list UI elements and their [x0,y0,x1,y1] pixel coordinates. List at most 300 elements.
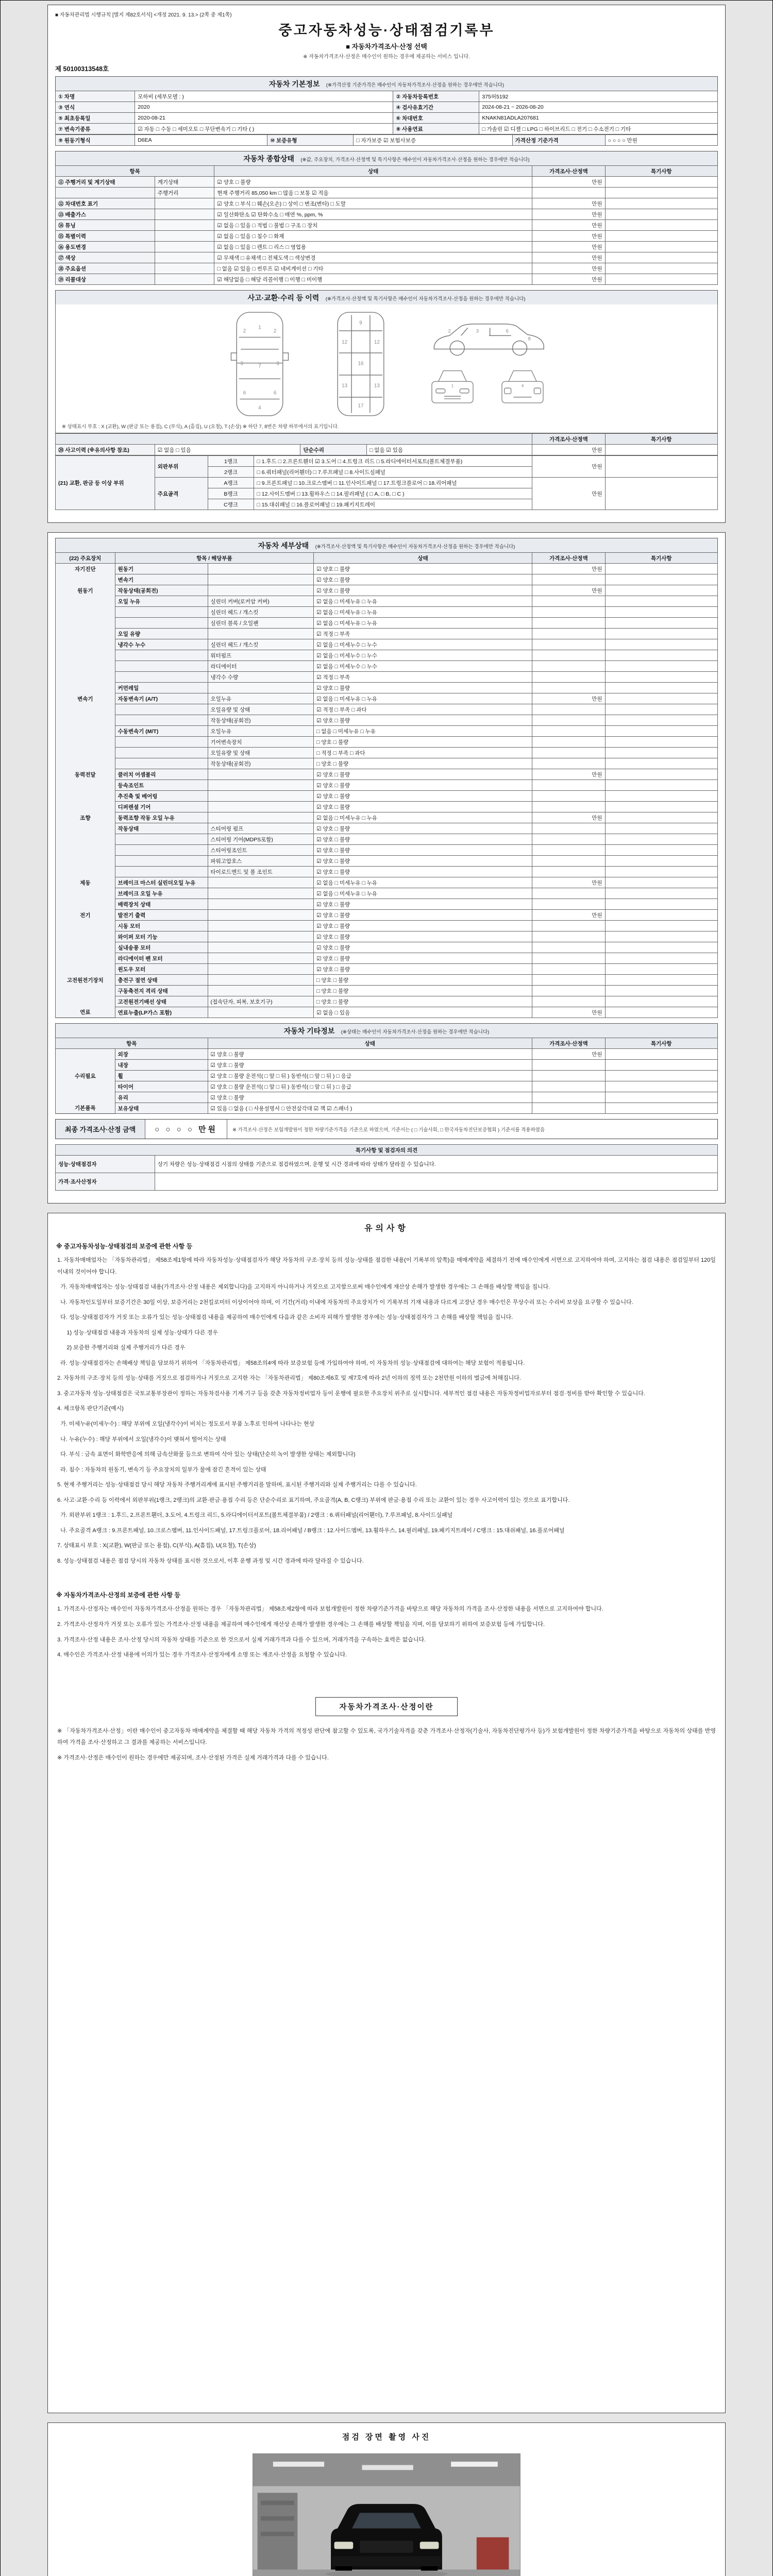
notice-paragraph: 라. 침수 : 자동차의 원동기, 변속기 등 주요장치의 일부가 물에 잠긴 흔적이 있는 상태 [57,1466,266,1473]
cell-status-checkboxes: ☑ 양호 □ 불량 [314,931,532,942]
svg-text:16: 16 [358,361,364,367]
cell-item-sub [155,274,214,285]
detail-condition-table [55,552,718,1018]
frame-label: 주요골격 [155,478,208,510]
cell-remarks [605,607,717,618]
table-row [56,263,718,274]
cell-status-checkboxes: ☑ 없음 □ 미세누유 □ 누유 [314,596,532,607]
cell-subitem [208,899,314,910]
cell-status-checkboxes: ☑ 양호 □ 불량 [314,921,532,931]
cell-subitem [208,986,314,996]
cell-status-checkboxes: ☑ 양호 □ 불량 [314,769,532,780]
exchange-section-label: (21) 교환, 판금 등 이상 부위 [56,456,155,510]
table-row [56,899,718,910]
cell-status-checkboxes: ☑ 양호 □ 불량 [314,867,532,877]
cell-subitem [208,910,314,921]
cell-remarks [605,834,717,845]
notice-paragraph: 3. 가격조사·산정 내용은 조사·산정 당시의 자동차 상태를 기준으로 한 것으로서 실제 거래가격과 다를 수 있으며, 거래가격을 구속하는 효력은 없습니다. [57,1636,426,1643]
cell-remarks [605,650,717,661]
definition-paragraph: ※ 가격조사·산정은 매수인이 원하는 경우에만 제공되며, 조사·산정된 가격은 실제 거래가격과 다를 수 있습니다. [57,1754,329,1761]
col-header-blank [56,434,532,445]
section-overall-bar [55,151,718,165]
cell-remarks [605,888,717,899]
table-row [56,1007,718,1018]
cell-price [532,780,605,791]
cell-subitem: 오일유량 및 상태 [208,748,314,758]
cell-remarks [605,209,717,220]
cell-item-sub [155,220,214,231]
cell-price [532,618,605,629]
cell-price [532,737,605,748]
section-basic-info-note: (※가격산정 기준가격은 매수인이 자동차가격조사·산정을 원하는 경우에만 적습니다) [326,82,505,88]
cell-price [532,834,605,845]
cell-device: 고전원전기장치 [56,975,115,986]
cell-group [56,1049,115,1060]
section-accident-note: (※가격조사·산정액 및 특기사항은 매수인이 자동차가격조사·산정을 원하는 경우에만 적습니다) [325,296,526,302]
cell-status-checkboxes: ☑ 없음 □ 미세누유 □ 누유 [314,812,532,823]
cell-subitem: 오일누유 [208,726,314,737]
cell-price [532,639,605,650]
cell-status-checkboxes: ☑ 양호 □ 불량 [314,953,532,964]
cell-device [56,737,115,748]
cell-remarks [605,867,717,877]
cell-price [532,188,605,198]
cell-device [56,650,115,661]
table-row [56,715,718,726]
cell-item [115,737,208,748]
cell-remarks [605,220,717,231]
cell-device [56,596,115,607]
table-row [56,975,718,986]
rank-label: A랭크 [208,478,254,488]
col-header-device: (22) 주요장치 [56,553,115,564]
table-row [56,102,718,113]
cell-subitem: 파워고압호스 [208,856,314,867]
svg-text:6: 6 [243,390,246,396]
cell-price: 만원 [532,242,605,252]
car-front-view-diagram [424,365,481,412]
cell-item: 윈도우 모터 [115,964,208,975]
table-row [56,877,718,888]
cell-status-checkboxes: ☑ 없음 □ 있음 □ 적법 □ 불법 □ 구조 □ 장치 [214,220,532,231]
cell-status-checkboxes: □ 없음 ☑ 있음 □ 썬루프 ☑ 네비게이션 □ 기타 [214,263,532,274]
notice-paragraph: 1. 가격조사·산정자는 매수인이 자동차가격조사·산정을 원하는 경우 「자동차관리법」 제58조제2항에 따라 보험개발원이 정한 차량기준가격을 바탕으로 해당 자동차의 가격을 조사·산정한 내용을 서면으로 고지하여야 합니다. [57,1606,603,1613]
cell-device [56,856,115,867]
cell-device [56,574,115,585]
table-row [56,274,718,285]
cell-device [56,780,115,791]
col-header-item: 항목 [56,1038,208,1049]
table-row [56,845,718,856]
cell-status-checkboxes: ☑ 없음 □ 미세누유 □ 누유 [314,693,532,704]
field-label-model-year: ③ 연식 [56,102,135,113]
table-row [56,1049,718,1060]
cell-status-checkboxes: ☑ 없음 □ 미세누유 □ 누유 [314,607,532,618]
basic-info-table-row5 [55,134,718,146]
table-row [56,812,718,823]
cell-status-checkboxes: ☑ 양호 □ 불량 [208,1049,532,1060]
notice-paragraph: 다. 부식 : 금속 표면이 화학반응에 의해 금속산화물 등으로 변하여 삭아 있는 상태(단순히 녹이 발생한 상태는 제외합니다) [57,1451,356,1458]
cell-price [532,867,605,877]
misc-info-table [55,1038,718,1114]
cell-price [532,596,605,607]
field-label-transmission: ⑦ 변속기종류 [56,124,135,134]
cell-device [56,683,115,693]
col-header-price: 가격조사·산정액 [532,434,605,445]
cell-status-checkboxes: ☑ 양호 □ 불량 [214,177,532,188]
cell-item: 와이퍼 모터 기능 [115,931,208,942]
cell-price: 만원 [532,274,605,285]
cell-remarks [605,1103,717,1114]
cell-item [115,661,208,672]
table-row [56,672,718,683]
cell-status-checkboxes: ☑ 없음 □ 있음 □ 렌트 □ 리스 □ 영업용 [214,242,532,252]
cell-status-checkboxes: ☑ 양호 □ 불량 [208,1092,532,1103]
notice-paragraph: 4. 매수인은 가격조사·산정 내용에 이의가 있는 경우 가격조사·산정자에게 소명 또는 재조사·산정을 요청할 수 있습니다. [57,1652,347,1658]
cell-status-checkboxes: ☑ 없음 □ 미세누유 □ 누유 [314,888,532,899]
cell-remarks [605,737,717,748]
cell-remarks [605,252,717,263]
notice-paragraph: 1. 자동차매매업자는 「자동차관리법」 제58조제1항에 따라 자동차성능·상태점검자가 해당 자동차의 구조·장치 등의 성능·상태를 점검한 내용(이 기록부의 앞쪽)을 매매계약을 체결하기 전에 매수인에게 서면으로 고지하여야 하며, 고지하는 점검 내용은 점검일부터 120일 이내의 것이어야 합니다. [57,1257,718,1275]
cell-item-label: ⑮ 특별이력 [56,231,155,242]
table-row [56,198,718,209]
cell-remarks [605,1060,717,1071]
cell-group [56,1081,115,1092]
cell-status-checkboxes: □ 양호 □ 불량 [314,996,532,1007]
col-header-price: 가격조사·산정액 [532,1038,605,1049]
svg-text:1: 1 [258,325,261,331]
cell-item: 수동변속기 (M/T) [115,726,208,737]
cell-device [56,921,115,931]
cell-device [56,715,115,726]
section-detail-bar [55,538,718,552]
cell-item-sub [155,252,214,263]
table-row [56,585,718,596]
cell-device [56,953,115,964]
cell-status-checkboxes: ☑ 양호 □ 불량 [314,856,532,867]
cell-price [532,650,605,661]
field-value-inspection-period: 2024-08-21 ~ 2026-08-20 [479,102,718,113]
svg-text:3: 3 [476,328,479,334]
cell-item [115,704,208,715]
cell-device: 조향 [56,812,115,823]
table-row [56,564,718,574]
field-label-base-price: 가격산정 기준가격 [512,135,605,146]
cell-status-checkboxes: ☑ 양호 □ 불량 운전석( □ 앞 □ 뒤 ) 동반석( □ 앞 □ 뒤 ) □ 응급 [208,1081,532,1092]
cell-device [56,834,115,845]
table-row [56,607,718,618]
cell-status-checkboxes: ☑ 없음 □ 미세누수 □ 누수 [314,650,532,661]
table-row [56,650,718,661]
cell-remarks [605,704,717,715]
cell-item-label: ⑪ 주행거리 및 계기상태 [56,177,155,188]
cell-remarks [605,456,717,478]
cell-item-label: ⑯ 용도변경 [56,242,155,252]
table-row [56,135,718,146]
price-survey-definition-paras [55,1725,718,1764]
cell-subitem: 오일누유 [208,693,314,704]
notices-section1-heading: ※ 중고자동차성능·상태점검의 보증에 관한 사항 등 [56,1243,193,1250]
cell-item: 라디에이터 팬 모터 [115,953,208,964]
table-row [56,802,718,812]
table-header-row [56,434,718,445]
cell-status-checkboxes: ☑ 적정 □ 부족 [314,672,532,683]
opinion-header: 특기사항 및 점검자의 의견 [56,1145,718,1156]
cell-status-checkboxes: □ 양호 □ 불량 [314,975,532,986]
cell-item [115,856,208,867]
notice-paragraph: 3. 중고자동차 성능·상태점검은 국토교통부장관이 정하는 자동차검사용 기계·기구 등을 갖춘 자동차정비업자 등이 운행에 필요한 주요장치 위주로 실시합니다. 세부적인 점검 내용은 자동차정비업자로부터 점검·정비를 받아 확인할 수 있습니다. [57,1390,645,1397]
field-value-car-name: 모하비 (세부모델 : ) [135,91,393,102]
rank-items: □ 9.프론트패널 □ 10.크로스멤버 □ 11.인사이드패널 □ 17.트렁크플로어 □ 18.리어패널 [254,478,532,488]
cell-status-checkboxes: ☑ 양호 □ 불량 [314,964,532,975]
cell-price [532,1071,605,1081]
cell-subitem [208,574,314,585]
table-row [56,856,718,867]
notice-paragraph: 나. 자동차인도일부터 보증기간은 30일 이상, 보증거리는 2천킬로미터 이상이어야 하며, 이 기간(거리) 이내에 자동차의 주요장치가 이 기록부의 기재 내용과 다르게 고장난 경우 매수인은 무상수리 또는 수리비 보상을 요구할 수 있습니다. [57,1299,633,1306]
cell-price [532,748,605,758]
cell-price: 만원 [532,693,605,704]
cell-device [56,618,115,629]
cell-item-sub [155,263,214,274]
cell-item: 작동상태 [115,823,208,834]
cell-device: 변속기 [56,693,115,704]
col-header-remarks: 특기사항 [605,166,717,177]
table-header-row [56,166,718,177]
table-row [56,921,718,931]
price-survey-select-line: ■ 자동차가격조사·산정 선택 [346,43,427,50]
field-value-warranty-type: □ 자가보증 ☑ 보험사보증 [354,135,512,146]
table-row [56,1156,718,1173]
table-row [56,834,718,845]
cell-status-checkboxes: □ 적정 □ 부족 □ 과다 [314,748,532,758]
cell-price [532,704,605,715]
cell-status-checkboxes: □ 없음 □ 미세누유 □ 누유 [314,726,532,737]
cell-subitem: 오일유량 및 상태 [208,704,314,715]
cell-status-checkboxes: ☑ 양호 □ 불량 [314,791,532,802]
cell-subitem [208,780,314,791]
table-row [56,953,718,964]
svg-text:2: 2 [273,328,277,334]
cell-item: 클러치 어셈블리 [115,769,208,780]
cell-price [532,856,605,867]
notice-paragraph: 나. 주요골격 A랭크 : 9.프론트패널, 10.크로스멤버, 11.인사이드패널, 17.트렁크플로어, 18.리어패널 / B랭크 : 12.사이드멤버, 13.휠하우스, 14.필러패널, 19.패키지트레이 / C랭크 : 15.대쉬패널, 16.플로어패널 [57,1527,565,1534]
cell-item-sub: 계기상태 [155,177,214,188]
table-row [56,445,718,455]
panel-photos-signature [47,2422,726,2576]
section-misc-bar [55,1023,718,1038]
cell-item [115,672,208,683]
cell-status-checkboxes: ☑ 없음 □ 미세누수 □ 누수 [314,661,532,672]
cell-price: 만원 [532,252,605,263]
cell-remarks [605,1092,717,1103]
cell-item: 디퍼렌셜 기어 [115,802,208,812]
cell-item: 유리 [115,1092,208,1103]
accident-history-status: ☑ 없음 □ 있음 [155,445,300,455]
cell-remarks [605,748,717,758]
cell-status-checkboxes: ☑ 무채색 □ 유채색 □ 전체도색 □ 색상변경 [214,252,532,263]
cell-item: 오일 유량 [115,629,208,639]
document-title: 중고자동차성능·상태점검기록부 [278,23,495,38]
cell-price: 만원 [532,585,605,596]
cell-status-checkboxes: ☑ 양호 □ 불량 [314,683,532,693]
cell-status-checkboxes: ☑ 없음 □ 있음 □ 침수 □ 화재 [214,231,532,242]
cell-price [532,1060,605,1071]
cell-item [115,748,208,758]
cell-item: 휠 [115,1071,208,1081]
table-row [56,188,718,198]
svg-text:3: 3 [276,361,279,367]
svg-text:2: 2 [448,328,451,334]
cell-price [532,715,605,726]
cell-group [56,1060,115,1071]
col-header-remarks: 특기사항 [605,1038,717,1049]
cell-remarks [605,921,717,931]
cell-item [115,650,208,661]
cell-remarks [605,188,717,198]
cell-subitem [208,877,314,888]
cell-status-checkboxes: ☑ 적정 □ 부족 [314,629,532,639]
cell-status-checkboxes: ☑ 없음 □ 미세누유 □ 누유 [314,618,532,629]
section-accident-bar [55,290,718,304]
cell-remarks [605,639,717,650]
cell-subitem: 기어변속장치 [208,737,314,748]
cell-remarks [605,845,717,856]
cell-subitem: 타이로드엔드 및 볼 조인트 [208,867,314,877]
rank-label: C랭크 [208,499,254,510]
opinion-text [155,1173,717,1191]
cell-price [532,661,605,672]
cell-subitem: 실린더 헤드 / 개스킷 [208,639,314,650]
cell-device [56,758,115,769]
cell-item: 실내송풍 모터 [115,942,208,953]
cell-remarks [605,596,717,607]
final-price-bar [55,1119,718,1139]
col-header-status: 상태 [208,1038,532,1049]
damage-code-legend: ※ 상태표시 부호 : X (교환), W (판금 또는 용접), C (부식), A (흠집), U (요철), T (손상) ※ 하단 7, 8번은 차량 하부에서의 표기입니다. [62,424,339,430]
cell-price [532,823,605,834]
notice-paragraph: 6. 사고·교환·수리 등 이력에서 외판부위(1랭크, 2랭크)의 교환·판금·용접 수리 등은 단순수리로 표기하며, 주요골격(A, B, C랭크) 부위에 판금·용접 수리 또는 교환이 있는 경우 사고이력이 있는 것으로 표기합니다. [57,1497,570,1503]
cell-status-checkboxes: ☑ 없음 □ 미세누유 □ 누유 [314,877,532,888]
overall-condition-table [55,165,718,285]
cell-subitem [208,683,314,693]
cell-remarks [605,986,717,996]
table-row [56,177,718,188]
cell-item [115,845,208,856]
cell-price: 만원 [532,231,605,242]
cell-device [56,823,115,834]
svg-text:6: 6 [506,328,509,334]
cell-price: 만원 [532,445,605,455]
cell-item: 커먼레일 [115,683,208,693]
cell-subitem [208,964,314,975]
accident-history-label: ⑳ 사고이력 (※유의사항 참조) [56,445,155,455]
rank-items: □ 1.후드 □ 2.프론트휀더 ☑ 3.도어 □ 4.트렁크 리드 □ 5.라디에이터서포트(볼트체결부품) [254,456,532,467]
cell-price [532,975,605,986]
cell-remarks [605,274,717,285]
rank-label: 1랭크 [208,456,254,467]
table-row [56,683,718,693]
cell-item: 변속기 [115,574,208,585]
basic-info-table [55,91,718,134]
price-survey-note: ※ 자동차가격조사·산정은 매수인이 원하는 경우에 제공하는 서비스 입니다. [303,54,470,60]
cell-status-checkboxes: ☑ 양호 □ 불량 [314,564,532,574]
cell-item: 등속조인트 [115,780,208,791]
cell-device [56,986,115,996]
cell-price: 만원 [532,1049,605,1060]
cell-status-checkboxes: ☑ 양호 □ 부식 □ 훼손(오손) □ 상이 □ 변조(변타) □ 도말 [214,198,532,209]
cell-subitem: 실린더 커버(로커암 커버) [208,596,314,607]
cell-item: 보유상태 [115,1103,208,1114]
cell-remarks [605,802,717,812]
cell-item: 오일 누유 [115,596,208,607]
table-row [56,942,718,953]
cell-remarks [605,996,717,1007]
photo-section-title: 점검 장면 촬영 사진 [342,2433,431,2442]
cell-device: 연료 [56,1007,115,1018]
field-label-warranty-type: ⑩ 보증유형 [267,135,354,146]
table-row [56,478,718,488]
cell-remarks [605,758,717,769]
inspection-photo-front [253,2453,520,2576]
cell-group: 수리필요 [56,1071,115,1081]
cell-item: 고전원전기배선 상태 [115,996,208,1007]
table-header-row [56,1145,718,1156]
final-price-label: 최종 가격조사·산정 금액 [56,1120,145,1139]
cell-item-sub: 주행거리 [155,188,214,198]
cell-price [532,996,605,1007]
form-reference-note: ■ 자동차관리법 시행규칙 [별지 제82호서식] <개정 2021. 9. 13.> (2쪽 중 제1쪽) [55,12,232,18]
cell-price [532,1081,605,1092]
cell-remarks [605,198,717,209]
cell-device [56,942,115,953]
cell-item-label: ⑬ 배출가스 [56,209,155,220]
notice-paragraph: 나. 누유(누수) : 해당 부위에서 오일(냉각수)이 맺혀서 떨어지는 상태 [57,1436,226,1443]
cell-device [56,931,115,942]
table-row [56,704,718,715]
field-label-inspection-period: ④ 검사유효기간 [393,102,479,113]
table-row [56,1173,718,1191]
table-row [56,737,718,748]
cell-status-checkboxes: ☑ 양호 □ 불량 [314,715,532,726]
table-header-row [56,1038,718,1049]
cell-remarks [605,975,717,986]
definition-paragraph: ※ 「자동차가격조사·산정」이란 매수인이 중고자동차 매매계약을 체결할 때 해당 자동차 가격의 적정성 판단에 참고할 수 있도록, 국가기술자격을 갖춘 가격조사·산정자(기술사, 자동차진단평가사 등)가 보험개발원이 정한 차량기준가격을 바탕으로 자동차의 상태를 반영하여 가격을 조사·산정하고 그 결과를 제공하는 서비스입니다. [57,1727,716,1746]
cell-remarks [605,877,717,888]
price-survey-definition-box: 자동차가격조사·산정이란 [315,1697,458,1716]
cell-status-checkboxes: ☑ 양호 □ 불량 [314,834,532,845]
table-row [56,456,718,467]
svg-text:17: 17 [358,403,364,409]
col-header-status: 상태 [214,166,532,177]
cell-subitem [208,953,314,964]
field-value-reg-number: 375허5192 [479,91,718,102]
cell-price: 만원 [532,209,605,220]
cell-remarks [605,856,717,867]
cell-device [56,629,115,639]
svg-text:2: 2 [243,328,246,334]
cell-item-label: ⑫ 차대번호 표기 [56,198,155,209]
cell-remarks [605,964,717,975]
cell-price [532,683,605,693]
cell-price [532,574,605,585]
cell-device [56,704,115,715]
cell-remarks [605,574,717,585]
table-row [56,220,718,231]
cell-subitem: 워터펌프 [208,650,314,661]
cell-status-checkboxes: ☑ 양호 □ 불량 [314,585,532,596]
svg-text:3: 3 [240,361,243,367]
cell-device: 자기진단 [56,564,115,574]
